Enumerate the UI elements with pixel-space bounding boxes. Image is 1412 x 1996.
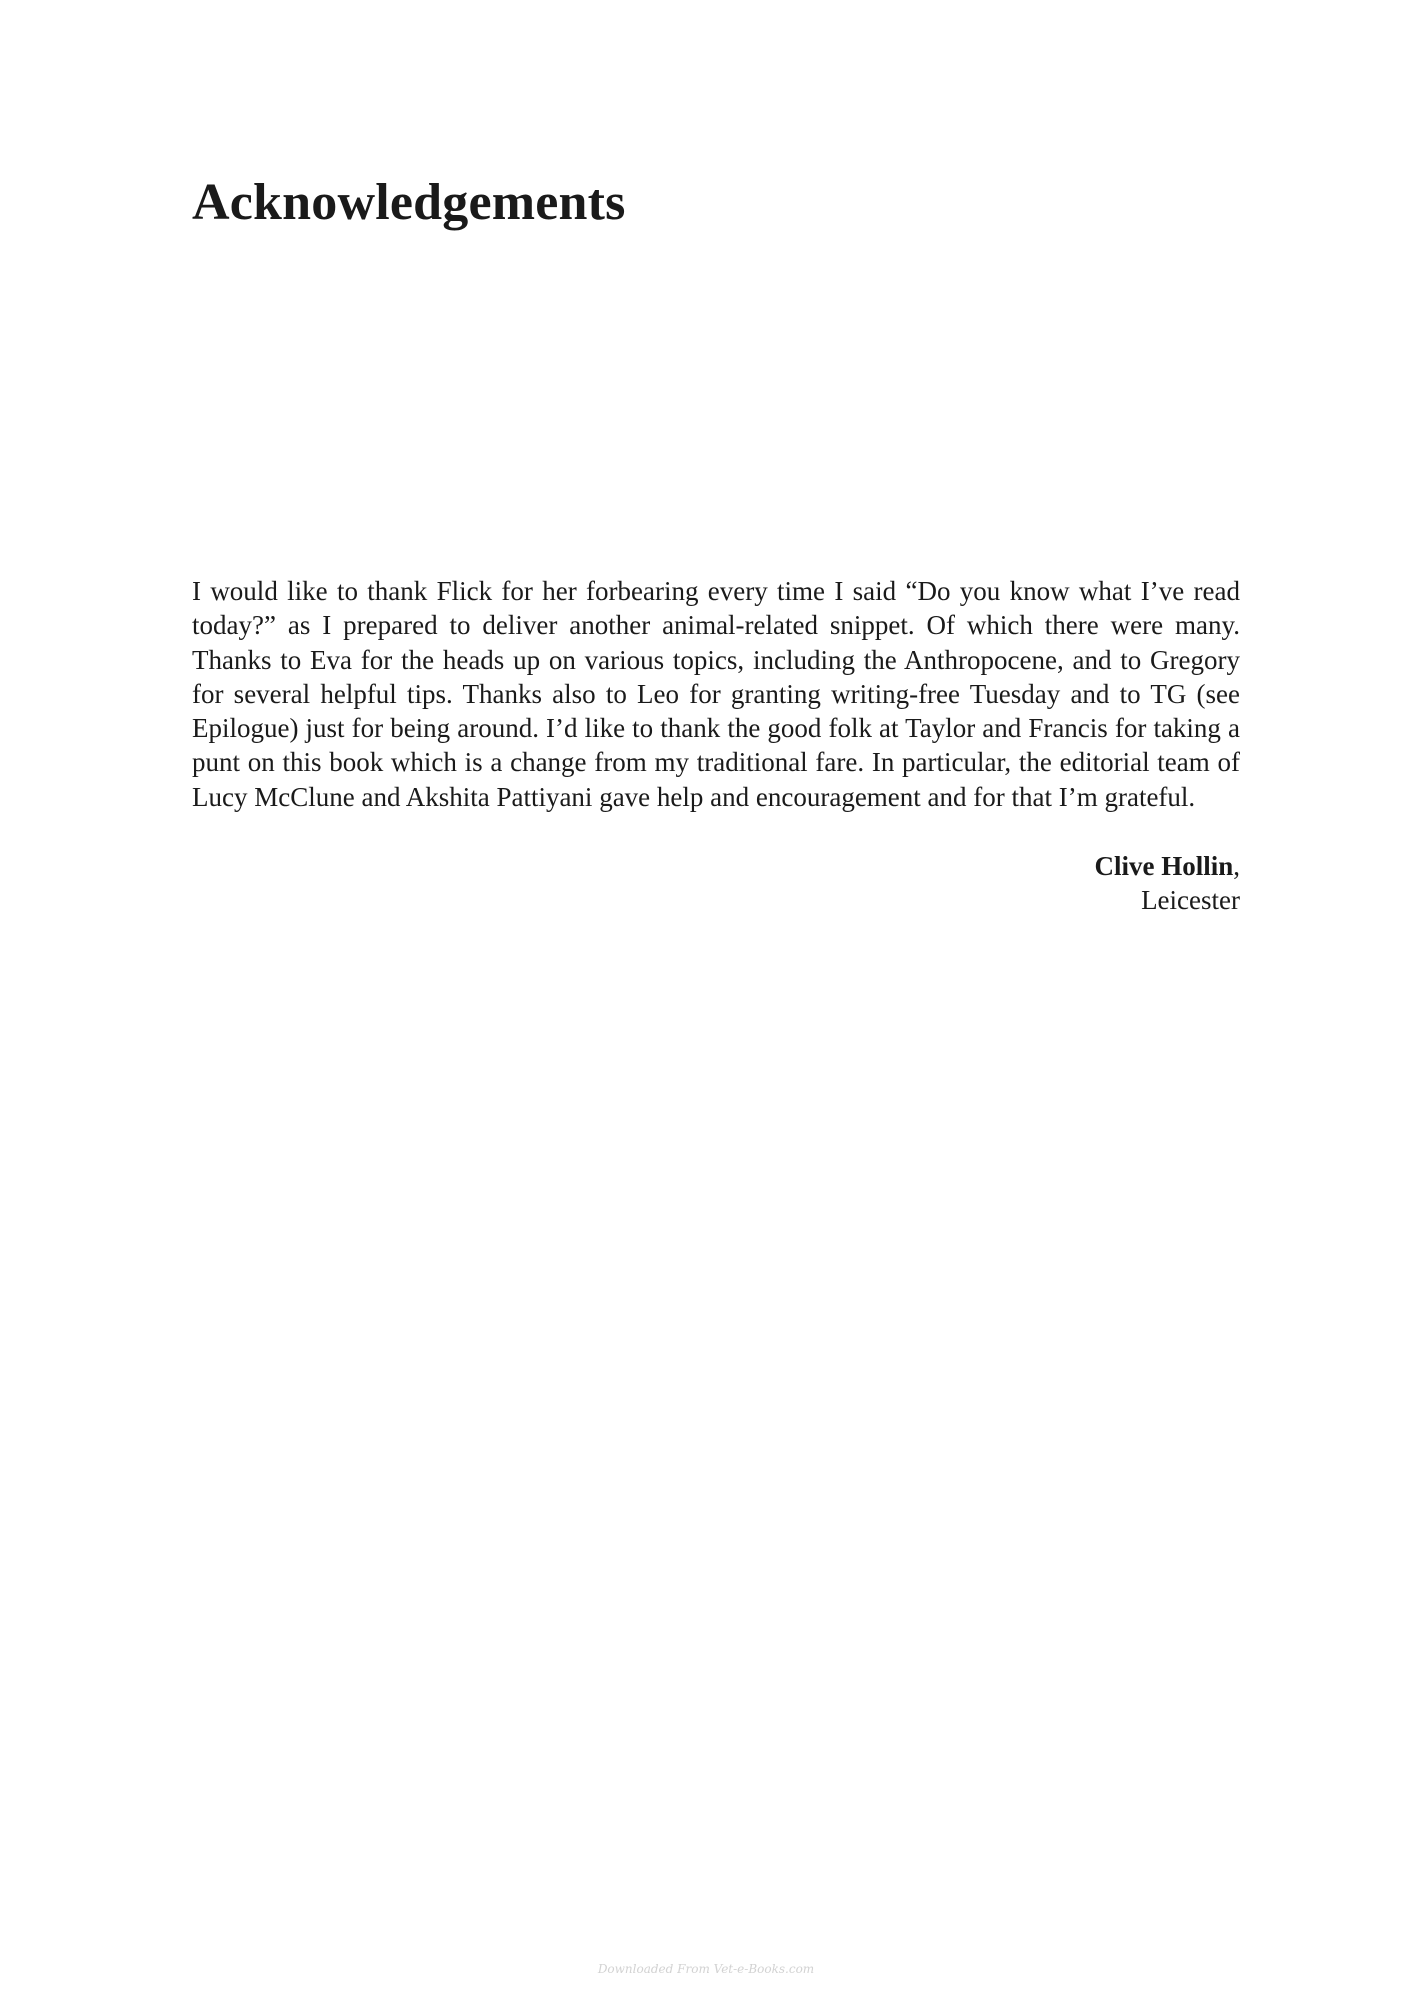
page-title: Acknowledgements — [192, 174, 626, 231]
signature-name-line — [1094, 849, 1240, 883]
signature-block — [1094, 849, 1240, 918]
author-location: Leicester — [1141, 885, 1240, 916]
author-name: Clive Hollin — [1094, 851, 1234, 881]
acknowledgements-paragraph: I would like to thank Flick for her forbearing every time I said “Do you know what I’ve read today?” as I prepared to deliver another animal-related snippet. Of which there were many. Thanks to Eva for the heads up on various topics, including the Anthropocene, and to Gregory for several helpful tips. Thanks also to Leo for granting writing-free Tuesday and to TG (see Epilogue) just for being around. I’d like to thank the good folk at Taylor and Francis for taking a punt on this book which is a change from my traditional fare. In particular, the editorial team of Lucy McClune and Akshita Pattiyani gave help and encouragement and for that I’m grateful. — [192, 576, 1240, 812]
download-watermark: Downloaded From Vet-e-Books.com — [597, 1962, 815, 1976]
name-separator: , — [1233, 851, 1240, 881]
